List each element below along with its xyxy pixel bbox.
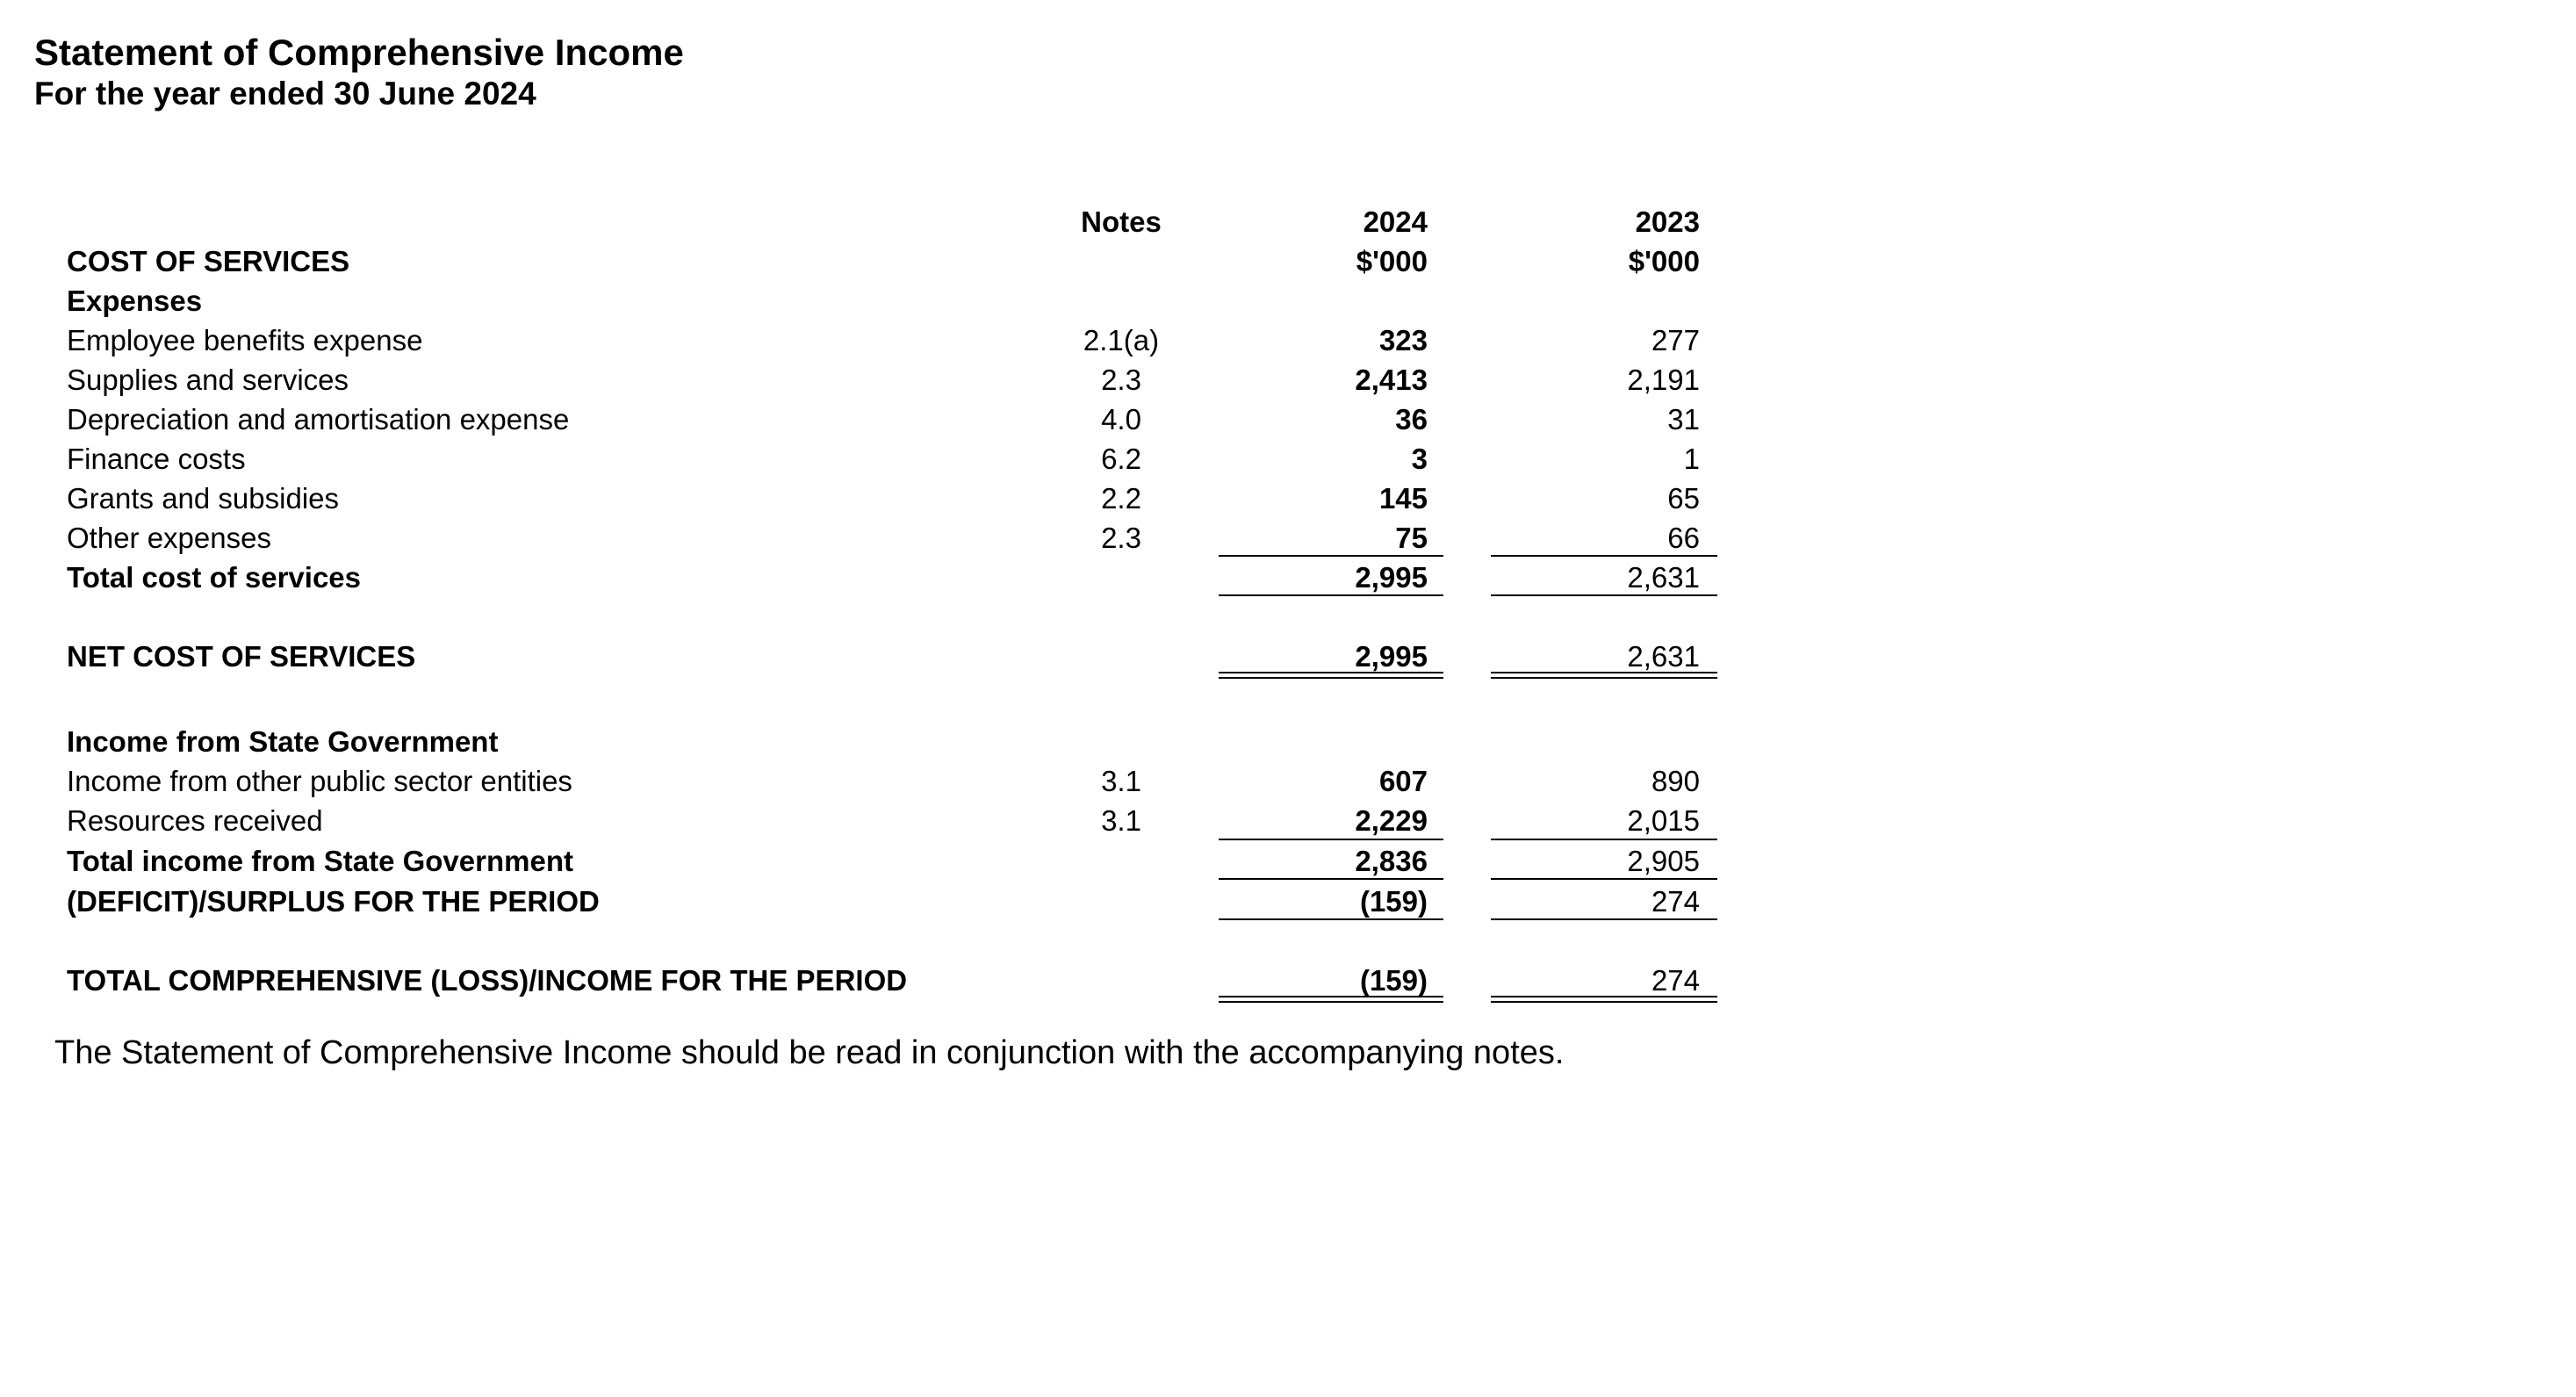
- row-value-2023: 65: [1667, 482, 1700, 515]
- subtotal-rule: [1219, 555, 1443, 557]
- row-value-2023: 2,191: [1627, 364, 1700, 396]
- unit-2024-header: $'000: [1356, 245, 1428, 277]
- row-label: Other expenses: [67, 522, 271, 554]
- row-label: Supplies and services: [67, 364, 349, 396]
- section-expenses: Expenses: [67, 284, 203, 317]
- row-value-2024: 75: [1395, 522, 1428, 554]
- row-value-2023: 890: [1651, 765, 1700, 797]
- subtotal-rule: [1219, 839, 1443, 840]
- row-value-2024: 607: [1378, 765, 1428, 797]
- row-value-2023: 2,015: [1627, 804, 1700, 837]
- unit-2023-header: $'000: [1628, 245, 1700, 277]
- row-label: Total cost of services: [67, 561, 362, 594]
- total-rule: [1491, 878, 1717, 880]
- row-value-2024: 3: [1411, 443, 1428, 475]
- row-label: Income from other public sector entities: [67, 765, 572, 797]
- total-rule: [1491, 594, 1717, 596]
- row-label: TOTAL COMPREHENSIVE (LOSS)/INCOME FOR THE PERIOD: [67, 964, 908, 997]
- row-label: Finance costs: [67, 443, 246, 475]
- subtotal-rule: [1491, 555, 1717, 557]
- row-value-2023: 277: [1651, 324, 1700, 356]
- year-2024-header: 2024: [1363, 205, 1428, 238]
- row-label: (DEFICIT)/SURPLUS FOR THE PERIOD: [67, 885, 600, 918]
- row-note: 2.1(a): [1083, 324, 1160, 356]
- section-cost-of-services: COST OF SERVICES: [67, 245, 350, 277]
- year-2023-header: 2023: [1635, 205, 1700, 238]
- total-rule: [1491, 918, 1717, 920]
- page-title: Statement of Comprehensive Income: [34, 32, 684, 73]
- row-label: Total income from State Government: [67, 845, 573, 877]
- row-value-2024: 145: [1378, 482, 1428, 515]
- row-value-2024: 2,229: [1355, 804, 1428, 837]
- total-rule: [1219, 918, 1443, 920]
- double-rule: [1219, 672, 1443, 679]
- row-note: 2.3: [1101, 364, 1141, 396]
- row-value-2024: (159): [1359, 885, 1428, 918]
- double-rule: [1491, 672, 1717, 679]
- row-note: 6.2: [1101, 443, 1141, 475]
- row-value-2024: (159): [1359, 964, 1428, 997]
- row-note: 3.1: [1101, 765, 1141, 797]
- row-label: Resources received: [67, 804, 323, 837]
- notes-column-header: Notes: [1081, 205, 1162, 238]
- row-label: Grants and subsidies: [67, 482, 340, 515]
- row-value-2024: 2,995: [1355, 561, 1428, 594]
- row-note: 4.0: [1101, 403, 1141, 436]
- section-income-state-government: Income from State Government: [67, 725, 499, 758]
- row-value-2023: 2,905: [1627, 845, 1700, 877]
- row-label: Employee benefits expense: [67, 324, 423, 356]
- row-note: 2.3: [1101, 522, 1141, 554]
- row-value-2024: 2,836: [1355, 845, 1428, 877]
- subtotal-rule: [1491, 839, 1717, 840]
- row-label: NET COST OF SERVICES: [67, 640, 416, 673]
- row-value-2023: 1: [1683, 443, 1700, 475]
- row-note: 2.2: [1101, 482, 1141, 515]
- row-value-2023: 2,631: [1627, 640, 1700, 673]
- total-rule: [1219, 594, 1443, 596]
- row-value-2024: 2,413: [1355, 364, 1428, 396]
- double-rule: [1491, 996, 1717, 1003]
- row-label: Depreciation and amortisation expense: [67, 403, 570, 436]
- row-value-2023: 66: [1667, 522, 1700, 554]
- total-rule: [1219, 878, 1443, 880]
- row-note: 3.1: [1101, 804, 1141, 837]
- row-value-2024: 2,995: [1355, 640, 1428, 673]
- row-value-2023: 2,631: [1627, 561, 1700, 594]
- page-subtitle: For the year ended 30 June 2024: [34, 76, 536, 112]
- row-value-2024: 36: [1395, 403, 1428, 436]
- row-value-2023: 274: [1651, 964, 1700, 997]
- row-value-2023: 31: [1667, 403, 1700, 436]
- row-value-2023: 274: [1651, 885, 1700, 918]
- double-rule: [1219, 996, 1443, 1003]
- row-value-2024: 323: [1378, 324, 1428, 356]
- footnote: The Statement of Comprehensive Income should be read in conjunction with the accompanying notes.: [54, 1034, 1565, 1071]
